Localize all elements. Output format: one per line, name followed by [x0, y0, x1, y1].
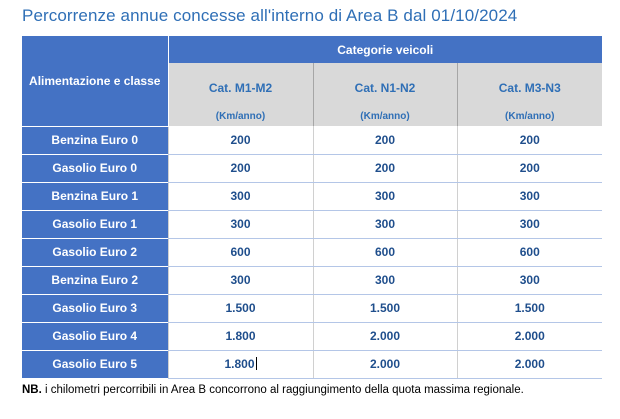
table-row — [22, 238, 602, 266]
value-cell[interactable]: 300 — [168, 266, 313, 294]
text-cursor — [256, 357, 257, 370]
value-cell[interactable]: 2.000 — [457, 350, 602, 378]
value-cell[interactable]: 1.800 — [168, 322, 313, 350]
row-header-cell: Alimentazione e classe — [22, 36, 168, 126]
table-header-row — [22, 36, 602, 63]
row-label: Gasolio Euro 2 — [22, 238, 168, 266]
value-cell[interactable]: 200 — [313, 154, 457, 182]
table-row — [22, 210, 602, 238]
value-cell[interactable]: 200 — [457, 154, 602, 182]
column-unit: (Km/anno) — [360, 111, 410, 122]
row-label: Benzina Euro 1 — [22, 182, 168, 210]
table-row — [22, 350, 602, 378]
value-cell[interactable]: 2.000 — [313, 322, 457, 350]
table-row — [22, 182, 602, 210]
column-label: Cat. M3-N3 — [498, 81, 561, 95]
column-label: Cat. N1-N2 — [354, 81, 416, 95]
column-header-m1-m2 — [168, 63, 313, 126]
value-cell[interactable]: 600 — [457, 238, 602, 266]
value-text: 1.800 — [224, 357, 255, 371]
value-cell[interactable]: 200 — [457, 126, 602, 154]
value-cell[interactable]: 600 — [313, 238, 457, 266]
column-header-m3-n3 — [457, 63, 602, 126]
value-cell[interactable]: 200 — [313, 126, 457, 154]
row-label: Gasolio Euro 5 — [22, 350, 168, 378]
value-cell[interactable]: 300 — [457, 266, 602, 294]
value-cell[interactable]: 2.000 — [457, 322, 602, 350]
table-row — [22, 322, 602, 350]
row-label: Gasolio Euro 0 — [22, 154, 168, 182]
value-cell[interactable]: 2.000 — [313, 350, 457, 378]
column-header-n1-n2 — [313, 63, 457, 126]
value-cell[interactable]: 1.500 — [168, 294, 313, 322]
value-cell[interactable]: 300 — [168, 182, 313, 210]
footnote — [22, 384, 524, 396]
value-cell[interactable]: 300 — [313, 266, 457, 294]
value-cell[interactable]: 300 — [313, 182, 457, 210]
row-label: Benzina Euro 0 — [22, 126, 168, 154]
row-label: Gasolio Euro 4 — [22, 322, 168, 350]
row-label: Gasolio Euro 1 — [22, 210, 168, 238]
value-cell[interactable]: 200 — [168, 126, 313, 154]
page-title: Percorrenze annue concesse all'interno di Area B dal 01/10/2024 — [22, 6, 518, 25]
footnote-text: i chilometri percorribili in Area B concorrono al raggiungimento della quota massima regionale. — [41, 384, 524, 396]
value-cell[interactable]: 200 — [168, 154, 313, 182]
table-row — [22, 266, 602, 294]
footnote-prefix: NB. — [22, 384, 42, 396]
value-cell-active[interactable] — [168, 350, 313, 378]
value-cell[interactable]: 300 — [313, 210, 457, 238]
value-cell[interactable]: 600 — [168, 238, 313, 266]
value-cell[interactable]: 300 — [457, 210, 602, 238]
value-cell[interactable]: 300 — [168, 210, 313, 238]
column-unit: (Km/anno) — [505, 111, 555, 122]
mileage-table — [22, 36, 602, 379]
group-header-cell: Categorie veicoli — [168, 36, 602, 63]
column-label: Cat. M1-M2 — [208, 81, 273, 95]
value-cell[interactable]: 300 — [457, 182, 602, 210]
value-cell[interactable]: 1.500 — [457, 294, 602, 322]
row-label: Benzina Euro 2 — [22, 266, 168, 294]
value-cell[interactable]: 1.500 — [313, 294, 457, 322]
row-label: Gasolio Euro 3 — [22, 294, 168, 322]
column-unit: (Km/anno) — [215, 111, 266, 122]
table-row — [22, 126, 602, 154]
table-row — [22, 154, 602, 182]
table-row — [22, 294, 602, 322]
